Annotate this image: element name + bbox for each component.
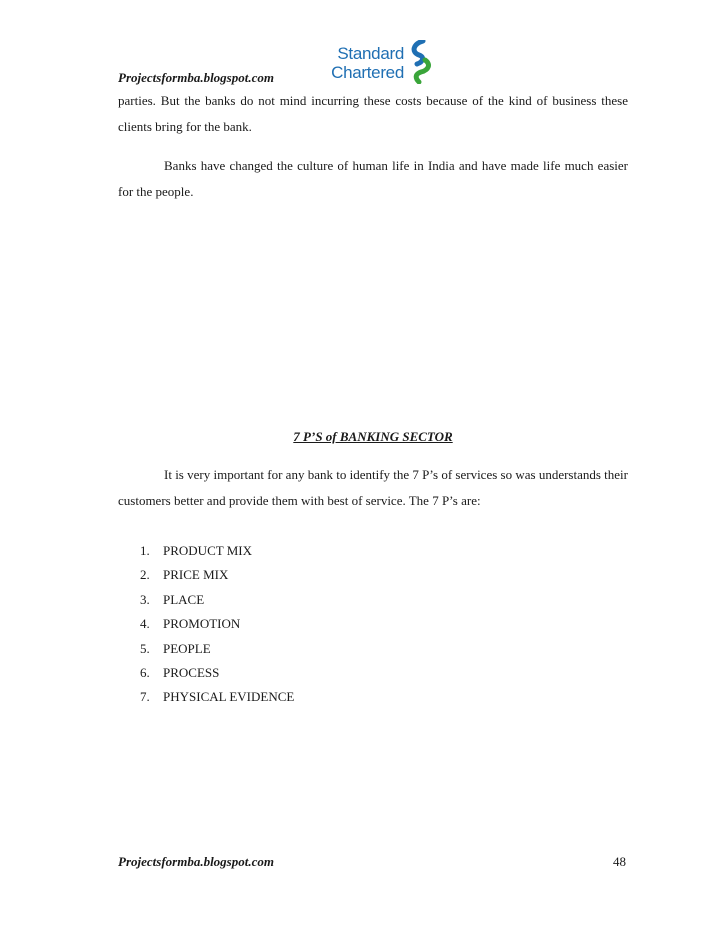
- list-item: 2. PRICE MIX: [140, 567, 229, 583]
- list-item: 7. PHYSICAL EVIDENCE: [140, 689, 295, 705]
- logo-swirl-icon: [409, 40, 433, 84]
- paragraph-3: It is very important for any bank to identify the 7 P’s of services so was understands their customers better and provide them with best of service. The 7 P’s are:: [118, 467, 628, 508]
- paragraph-1: parties. But the banks do not mind incurring these costs because of the kind of business these clients bring for the bank.: [118, 93, 628, 134]
- page-number: 48: [613, 854, 626, 869]
- list-item: 5. PEOPLE: [140, 640, 211, 656]
- logo-wordmark: [320, 44, 404, 82]
- list-item: 1. PRODUCT MIX: [140, 543, 252, 558]
- logo-line-2: Chartered: [331, 63, 404, 82]
- list-item: 3. PLACE: [140, 591, 205, 607]
- standard-chartered-logo: [320, 40, 440, 86]
- list-item: 6. PROCESS: [140, 664, 220, 680]
- list-item: 4. PROMOTION: [140, 616, 241, 632]
- seven-ps-list: [140, 539, 294, 710]
- logo-line-1: Standard: [337, 44, 404, 63]
- section-heading: 7 P’S of BANKING SECTOR: [293, 429, 453, 444]
- footer-site-name: Projectsformba.blogspot.com: [118, 854, 274, 869]
- header-site-name: Projectsformba.blogspot.com: [118, 70, 274, 85]
- paragraph-2: Banks have changed the culture of human life in India and have made life much easier for the people.: [118, 158, 628, 199]
